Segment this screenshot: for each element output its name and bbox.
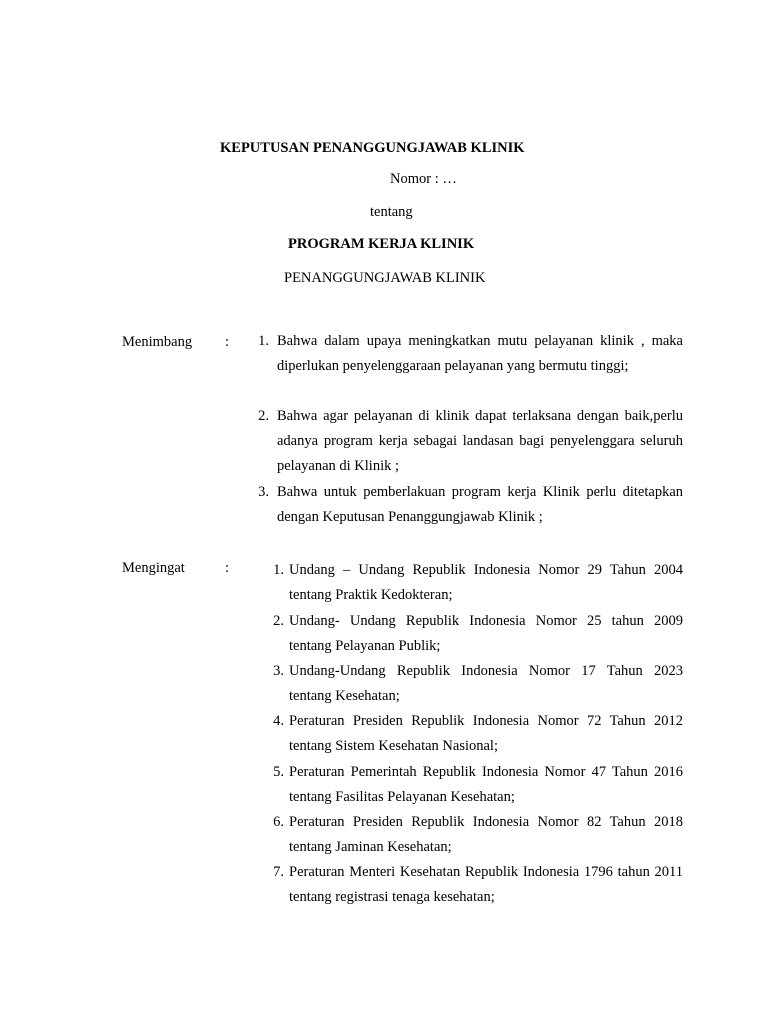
- mengingat-colon: :: [225, 560, 230, 576]
- mengingat-item-number: 2.: [273, 613, 284, 629]
- document-issuer: PENANGGUNGJAWAB KLINIK: [284, 270, 486, 286]
- document-title: KEPUTUSAN PENANGGUNGJAWAB KLINIK: [220, 140, 525, 156]
- menimbang-colon: :: [225, 334, 230, 350]
- mengingat-item-text: Peraturan Presiden Republik Indonesia Nomor 72 Tahun 2012 tentang Sistem Kesehatan Nasional;: [289, 713, 683, 754]
- mengingat-item-number: 7.: [273, 864, 284, 880]
- about-label: tentang: [370, 204, 413, 220]
- mengingat-item-number: 3.: [273, 663, 284, 679]
- mengingat-item-text: Undang – Undang Republik Indonesia Nomor 29 Tahun 2004 tentang Praktik Kedokteran;: [289, 562, 683, 603]
- mengingat-item-number: 4.: [273, 713, 284, 729]
- mengingat-item-text: Peraturan Menteri Kesehatan Republik Indonesia 1796 tahun 2011 tentang registrasi tenaga kesehatan;: [289, 864, 683, 905]
- menimbang-label: Menimbang: [122, 334, 193, 350]
- mengingat-item-text: Peraturan Pemerintah Republik Indonesia Nomor 47 Tahun 2016 tentang Fasilitas Pelayanan Kesehatan;: [289, 764, 683, 805]
- mengingat-item-number: 5.: [273, 764, 284, 780]
- mengingat-label: Mengingat: [122, 560, 185, 576]
- menimbang-item-number: 2.: [258, 408, 269, 424]
- menimbang-item-number: 3.: [258, 484, 269, 500]
- document-number: Nomor : …: [390, 171, 457, 187]
- mengingat-item-number: 1.: [273, 562, 284, 578]
- mengingat-item-number: 6.: [273, 814, 284, 830]
- menimbang-item-text: Bahwa untuk pemberlakuan program kerja Klinik perlu ditetapkan dengan Keputusan Penanggungjawab Klinik ;: [277, 484, 683, 525]
- mengingat-item-text: Undang-Undang Republik Indonesia Nomor 17 Tahun 2023 tentang Kesehatan;: [289, 663, 683, 704]
- mengingat-item-text: Peraturan Presiden Republik Indonesia Nomor 82 Tahun 2018 tentang Jaminan Kesehatan;: [289, 814, 683, 855]
- menimbang-item-number: 1.: [258, 333, 269, 349]
- menimbang-item-text: Bahwa agar pelayanan di klinik dapat terlaksana dengan baik,perlu adanya program kerja sebagai landasan bagi penyelenggara seluruh pelayanan di Klinik ;: [277, 408, 683, 474]
- menimbang-item-text: Bahwa dalam upaya meningkatkan mutu pelayanan klinik , maka diperlukan penyelenggaraan pelayanan yang bermutu tinggi;: [277, 333, 683, 374]
- document-subject: PROGRAM KERJA KLINIK: [288, 236, 475, 252]
- mengingat-item-text: Undang- Undang Republik Indonesia Nomor 25 tahun 2009 tentang Pelayanan Publik;: [289, 613, 683, 654]
